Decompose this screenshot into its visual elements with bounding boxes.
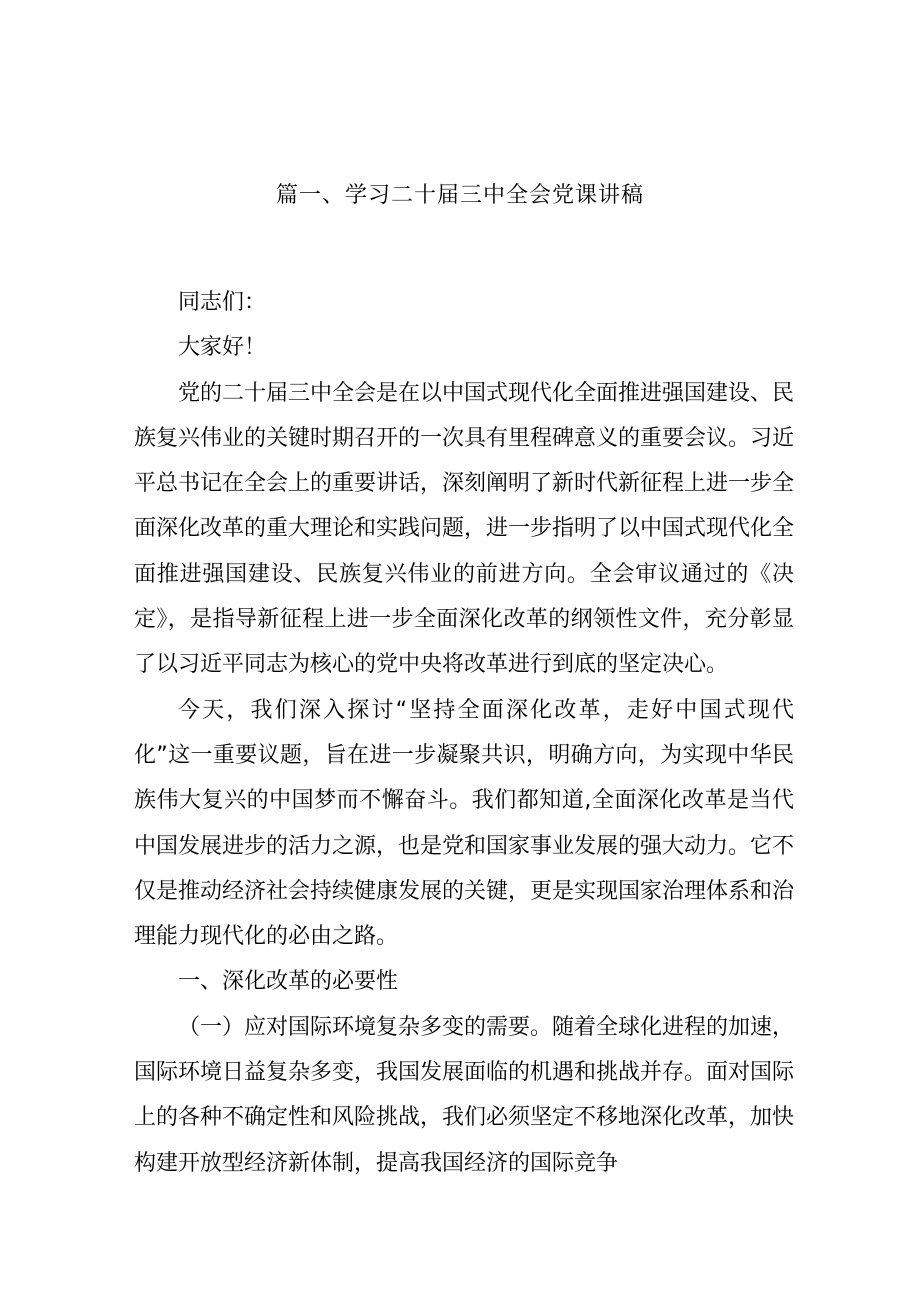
paragraph-subsection-1: （一）应对国际环境复杂多变的需要。随着全球化进程的加速，国际环境日益复杂多变，我国发展面临的机遇和挑战并存。面对国际上的各种不确定性和风险挑战，我们必须坚定不移地深化改革，加快构建开放型经济新体制，提高我国经济的国际竞争 [134,1014,795,1176]
salutation: 同志们： [178,290,267,315]
greeting: 大家好！ [178,335,267,361]
document-title: 篇一、学习二十届三中全会党课讲稿 [275,183,644,208]
paragraph-plenum-intro: 党的二十届三中全会是在以中国式现代化全面推进强国建设、民族复兴伟业的关键时期召开的一次具有里程碑意义的重要会议。习近平总书记在全会上的重要讲话，深刻阐明了新时代新征程上进一步全面深化改革的重大理论和实践问题，进一步指明了以中国式现代化全面推进强国建设、民族复兴伟业的前进方向。全会审议通过的《决定》，是指导新征程上进一步全面深化改革的纲领性文件，充分彰显了以习近平同志为核心的党中央将改革进行到底的坚定决心。 [134,380,795,678]
paragraph-topic-intro: 今天，我们深入探讨“坚持全面深化改革，走好中国式现代化”这一重要议题，旨在进一步凝聚共识，明确方向，为实现中华民族伟大复兴的中国梦而不懈奋斗。我们都知道,全面深化改革是当代中国发展进步的活力之源，也是党和国家事业发展的强大动力。它不仅是推动经济社会持续健康发展的关键，更是实现国家治理体系和治理能力现代化的必由之路。 [134,697,795,950]
section-heading-1: 一、深化改革的必要性 [178,969,399,995]
document-body [134,280,794,1186]
